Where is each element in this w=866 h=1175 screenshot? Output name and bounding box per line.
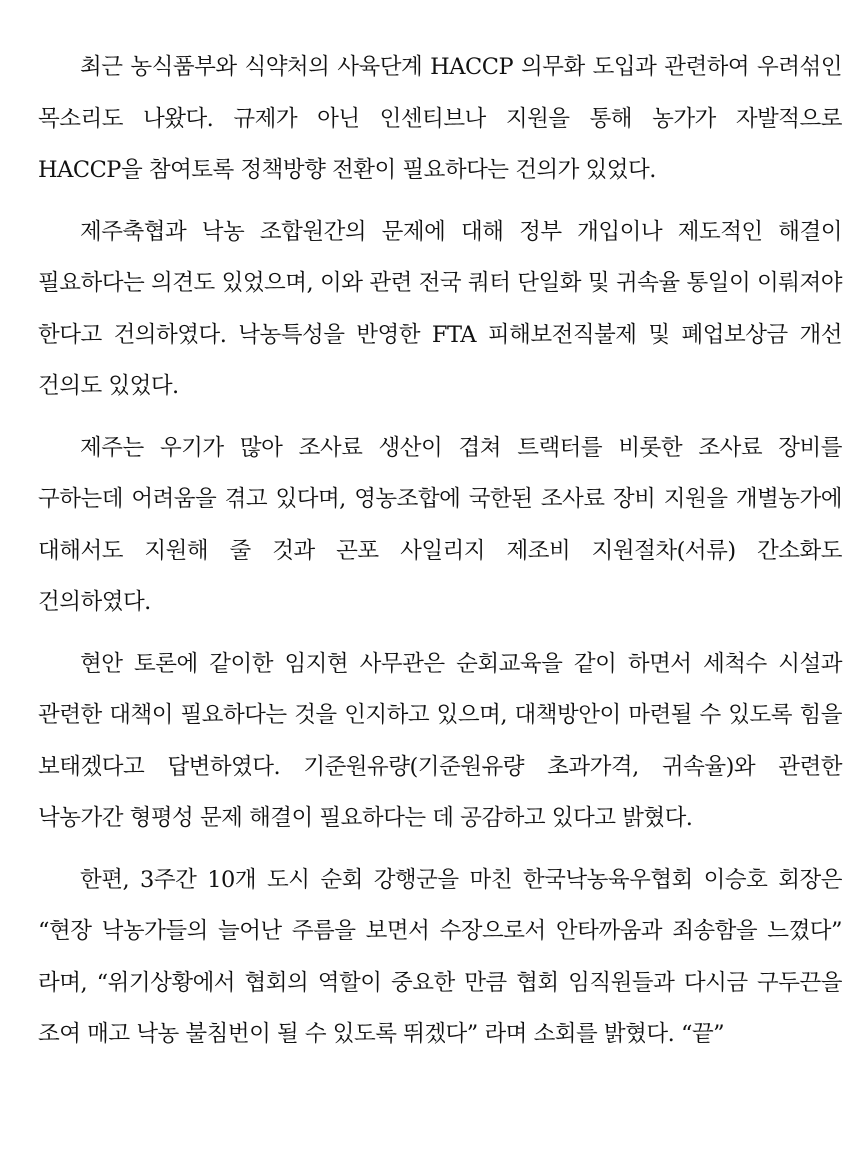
paragraph-closing-remarks: 한편, 3주간 10개 도시 순회 강행군을 마친 한국낙농육우협회 이승호 회장은 “현장 낙농가들의 늘어난 주름을 보면서 수장으로서 안타까움과 죄송함을 느꼈다” 라며, “위기상황에서 협회의 역할이 중요한 만큼 협회 임직원들과 다시금 구두끈을 조여 매고 낙농 불침번이 될 수 있도록 뛰겠다” 라며 소회를 밝혔다. “끝” [38,866,842,1047]
paragraph-haccp: 최근 농식품부와 식약처의 사육단계 HACCP 의무화 도입과 관련하여 우려섞인 목소리도 나왔다. 규제가 아닌 인센티브나 지원을 통해 농가가 자발적으로 HACCP을 참여토록 정책방향 전환이 필요하다는 건의가 있었다. [38,54,842,183]
paragraph-forage-equipment: 제주는 우기가 많아 조사료 생산이 겹쳐 트랙터를 비롯한 조사료 장비를 구하는데 어려움을 겪고 있다며, 영농조합에 국한된 조사료 장비 지원을 개별농가에 대해서도 지원해 줄 것과 곤포 사일리지 제조비 지원절차(서류) 간소화도 건의하였다. [38,434,842,615]
document-body [38,42,842,1071]
paragraph-jeju-cooperative: 제주축협과 낙농 조합원간의 문제에 대해 정부 개입이나 제도적인 해결이 필요하다는 의견도 있었으며, 이와 관련 전국 쿼터 단일화 및 귀속율 통일이 이뤄져야 한다고 건의하였다. 낙농특성을 반영한 FTA 피해보전직불제 및 폐업보상금 개선 건의도 있었다. [38,218,842,399]
paragraph-official-response: 현안 토론에 같이한 임지현 사무관은 순회교육을 같이 하면서 세척수 시설과 관련한 대책이 필요하다는 것을 인지하고 있으며, 대책방안이 마련될 수 있도록 힘을 보태겠다고 답변하였다. 기준원유량(기준원유량 초과가격, 귀속율)와 관련한 낙농가간 형평성 문제 해결이 필요하다는 데 공감하고 있다고 밝혔다. [38,650,842,831]
